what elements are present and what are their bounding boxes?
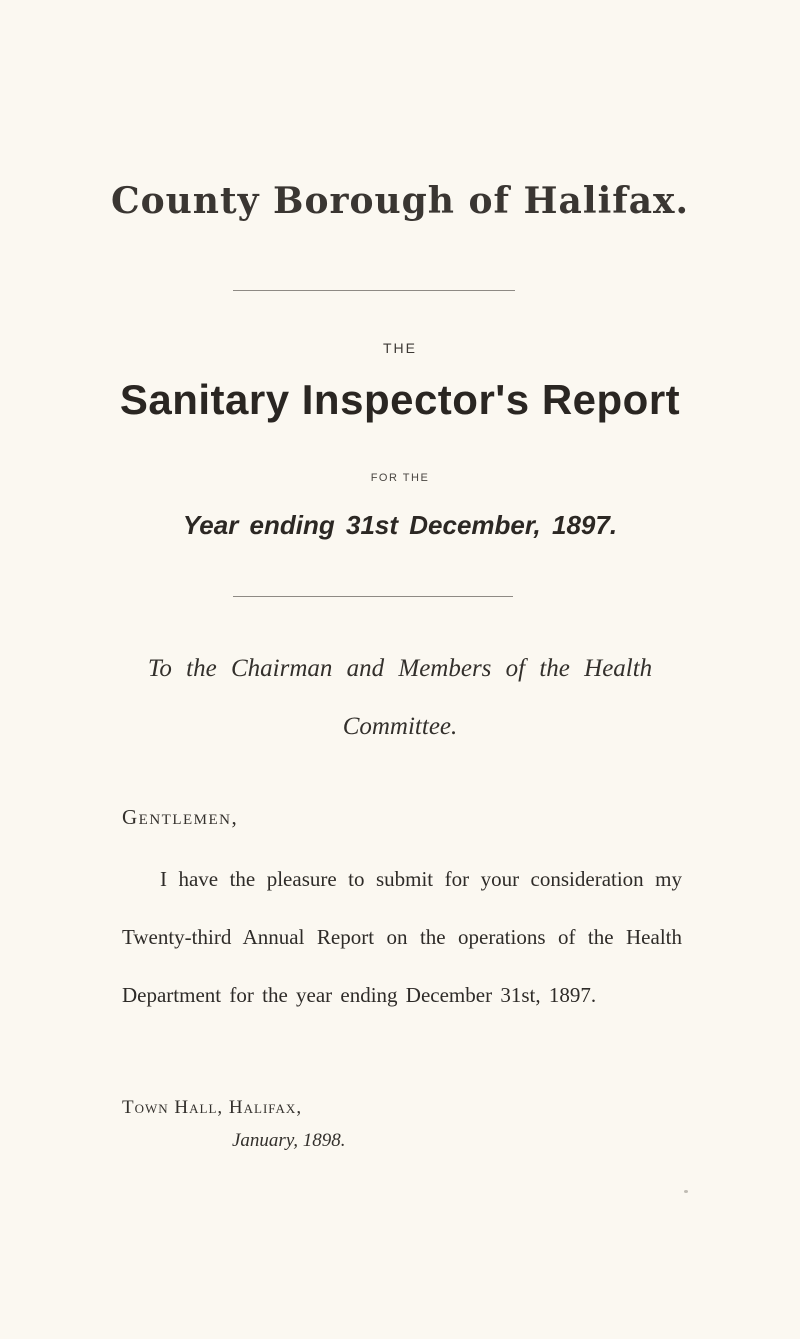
body-paragraph: I have the pleasure to submit for your consideration my Twenty-third Annual Report on the operations of the Health Department for the year ending December 31st, 1897. (122, 867, 682, 1007)
the-label: THE (383, 340, 417, 356)
borough-heading: County Borough of Halifax. (110, 180, 690, 222)
signoff-date: January, 1898. (232, 1130, 346, 1151)
divider-rule-top (233, 290, 515, 291)
addressee-line-1: To the Chairman and Members of the Health (147, 655, 653, 682)
divider-rule-bottom (233, 596, 513, 597)
year-ending-line: Year ending 31st December, 1897. (182, 510, 618, 540)
signoff-place: Town Hall, Halifax, (122, 1097, 303, 1118)
report-title: Sanitary Inspector's Report (119, 376, 681, 423)
paper-speck (684, 1190, 688, 1193)
addressee-block (0, 640, 800, 756)
salutation: Gentlemen, (122, 805, 239, 829)
for-the-label: FOR THE (370, 472, 430, 484)
addressee-line-2: Committee. (342, 713, 458, 740)
